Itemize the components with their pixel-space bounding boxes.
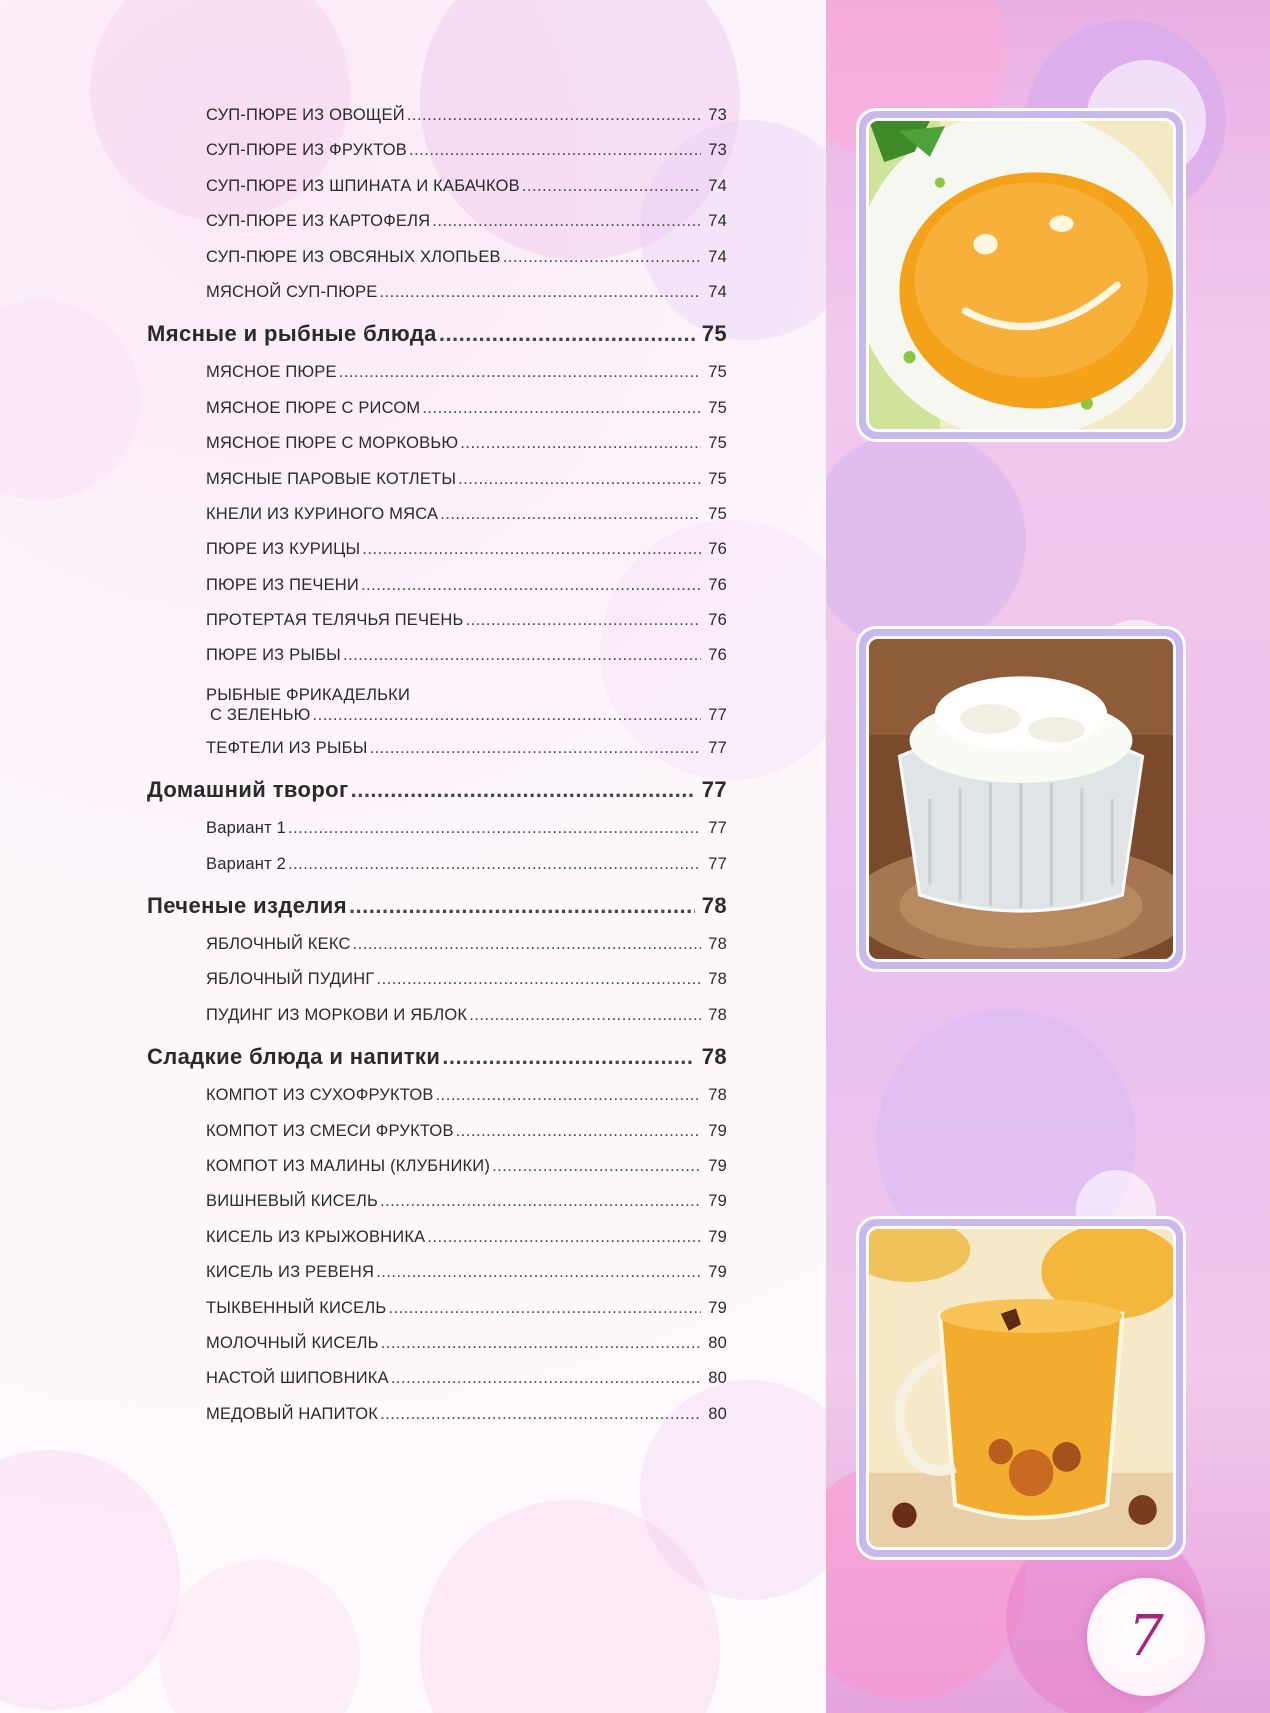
toc-entry	[147, 204, 727, 239]
toc-page-number: 79	[708, 1192, 727, 1211]
toc-entry-title: МЕДОВЫЙ НАПИТОК	[206, 1404, 379, 1423]
toc-page-number: 75	[708, 434, 727, 453]
toc-entry	[147, 532, 727, 567]
toc-page-number: 78	[708, 1086, 727, 1105]
dot-leader	[460, 426, 701, 461]
tea-cup-photo	[866, 1226, 1176, 1550]
toc-page-number: 74	[708, 247, 727, 266]
dot-leader	[407, 98, 701, 133]
toc-page-number: 76	[708, 611, 727, 630]
toc-entry-title: КИСЕЛЬ ИЗ КРЫЖОВНИКА	[206, 1227, 426, 1246]
dot-leader	[432, 204, 701, 239]
toc-entry-title: СУП-ПЮРЕ ИЗ КАРТОФЕЛЯ	[206, 212, 431, 231]
toc-entry-title: ЯБЛОЧНЫЙ ПУДИНГ	[206, 970, 375, 989]
pumpkin-soup-photo	[866, 118, 1176, 432]
dot-leader	[376, 1255, 701, 1290]
toc-page-number: 79	[708, 1263, 727, 1282]
toc-entry-title: СУП-ПЮРЕ ИЗ ОВОЩЕЙ	[206, 106, 405, 124]
page-number: 7	[1128, 1604, 1164, 1669]
toc-entry	[147, 962, 727, 997]
toc-page-number: 78	[701, 893, 727, 919]
toc-page-number: 73	[708, 106, 727, 124]
toc-page-number: 78	[701, 1044, 727, 1070]
toc-entry	[147, 731, 727, 766]
toc-page-number: 80	[708, 1369, 727, 1388]
dot-leader	[380, 1184, 701, 1219]
toc-entry	[147, 355, 727, 390]
toc-page-number: 76	[708, 575, 727, 594]
toc-section-heading	[147, 769, 727, 811]
toc-entry-title: СУП-ПЮРЕ ИЗ ОВСЯНЫХ ХЛОПЬЕВ	[206, 247, 501, 266]
toc-page-number: 77	[708, 819, 727, 838]
toc-entry-title: ВИШНЕВЫЙ КИСЕЛЬ	[206, 1192, 379, 1211]
toc-entry-title: НАСТОЙ ШИПОВНИКА	[206, 1369, 389, 1388]
toc-entry	[147, 1149, 727, 1184]
toc-entry-title: Вариант 1	[206, 819, 286, 838]
dot-leader	[353, 927, 701, 962]
toc-entry-title: С ЗЕЛЕНЬЮ	[210, 705, 311, 724]
toc-entry	[147, 638, 727, 673]
toc-page-number: 80	[708, 1333, 727, 1352]
toc-entry-title: Сладкие блюда и напитки	[147, 1044, 441, 1070]
toc-entry	[147, 847, 727, 882]
toc-entry-title: КОМПОТ ИЗ СУХОФРУКТОВ	[206, 1086, 434, 1105]
toc-entry-title: Вариант 2	[206, 854, 286, 873]
toc-entry	[147, 998, 727, 1033]
dot-leader	[503, 240, 701, 275]
toc-entry	[147, 497, 727, 532]
toc-section-heading	[147, 1036, 727, 1078]
dot-leader	[361, 568, 701, 603]
toc-entry	[147, 603, 727, 638]
toc-entry-title: Мясные и рыбные блюда	[147, 321, 437, 347]
toc-entry	[147, 275, 727, 310]
toc-entry-title: МЯСНЫЕ ПАРОВЫЕ КОТЛЕТЫ	[206, 469, 457, 488]
toc-entry-title: КОМПОТ ИЗ МАЛИНЫ (КЛУБНИКИ)	[206, 1156, 491, 1175]
toc-entry	[147, 133, 727, 168]
toc-entry	[147, 1361, 727, 1396]
toc-entry-title: ПЮРЕ ИЗ РЫБЫ	[206, 646, 341, 665]
toc-page-number: 77	[701, 777, 727, 803]
cottage-cheese-photo	[866, 636, 1176, 962]
toc-entry-title: СУП-ПЮРЕ ИЗ ФРУКТОВ	[206, 141, 407, 160]
toc-entry-title: КИСЕЛЬ ИЗ РЕВЕНЯ	[206, 1263, 375, 1282]
dot-leader	[469, 998, 701, 1033]
toc-entry-title: МЯСНОЙ СУП-ПЮРЕ	[206, 282, 378, 301]
toc-entry-title: ПРОТЕРТАЯ ТЕЛЯЧЬЯ ПЕЧЕНЬ	[206, 611, 464, 630]
toc-page-number: 77	[708, 854, 727, 873]
toc-page-number: 76	[708, 540, 727, 559]
toc-entry	[147, 674, 727, 731]
dot-leader	[370, 731, 701, 766]
toc-page-number: 75	[708, 398, 727, 417]
dot-leader	[377, 962, 702, 997]
dot-leader	[351, 769, 695, 811]
toc-entry-title: ЯБЛОЧНЫЙ КЕКС	[206, 935, 351, 954]
dot-leader	[349, 885, 695, 927]
toc-entry	[147, 426, 727, 461]
toc-entry-title: Печеные изделия	[147, 893, 347, 919]
toc-page-number: 78	[708, 935, 727, 954]
toc-page-number: 79	[708, 1121, 727, 1140]
toc-entry	[147, 391, 727, 426]
toc-entry	[147, 568, 727, 603]
photo-frame-cottage-cheese	[856, 626, 1186, 972]
toc-entry	[147, 462, 727, 497]
toc-entry-title: КОМПОТ ИЗ СМЕСИ ФРУКТОВ	[206, 1121, 454, 1140]
dot-leader	[380, 1397, 701, 1432]
photo-frame-tea	[856, 1216, 1186, 1560]
dot-leader	[313, 705, 701, 725]
dot-leader	[522, 169, 701, 204]
table-of-contents	[147, 98, 727, 1432]
dot-leader	[343, 638, 701, 673]
toc-entry	[147, 1114, 727, 1149]
toc-page-number: 79	[708, 1298, 727, 1317]
dot-leader	[442, 1036, 695, 1078]
toc-page-number: 78	[708, 970, 727, 989]
toc-entry-title: СУП-ПЮРЕ ИЗ ШПИНАТА И КАБАЧКОВ	[206, 176, 520, 195]
dot-leader	[380, 275, 701, 310]
toc-page-number: 80	[708, 1404, 727, 1423]
dot-leader	[466, 603, 701, 638]
dot-leader	[427, 1220, 701, 1255]
toc-entry	[147, 1078, 727, 1113]
toc-entry	[147, 1255, 727, 1290]
toc-entry	[147, 98, 727, 133]
toc-entry-title: МОЛОЧНЫЙ КИСЕЛЬ	[206, 1333, 379, 1352]
toc-page-number: 78	[708, 1005, 727, 1024]
dot-leader	[439, 313, 695, 355]
toc-entry-title: МЯСНОЕ ПЮРЕ С РИСОМ	[206, 398, 421, 417]
toc-entry-title: КНЕЛИ ИЗ КУРИНОГО МЯСА	[206, 504, 439, 523]
dot-leader	[391, 1361, 701, 1396]
toc-entry-title: МЯСНОЕ ПЮРЕ	[206, 363, 337, 382]
dot-leader	[362, 532, 701, 567]
dot-leader	[456, 1114, 701, 1149]
toc-page-number: 76	[708, 646, 727, 665]
toc-page-number: 74	[708, 212, 727, 231]
toc-page-number: 79	[708, 1156, 727, 1175]
toc-page-number: 74	[708, 282, 727, 301]
dot-leader	[440, 497, 701, 532]
toc-page-number: 75	[708, 469, 727, 488]
dot-leader	[381, 1326, 701, 1361]
dot-leader	[436, 1078, 701, 1113]
toc-section-heading	[147, 313, 727, 355]
toc-entry	[147, 169, 727, 204]
toc-entry-title: ПЮРЕ ИЗ ПЕЧЕНИ	[206, 575, 359, 594]
toc-entry	[147, 240, 727, 275]
toc-entry	[147, 811, 727, 846]
dot-leader	[388, 1291, 701, 1326]
dot-leader	[422, 391, 701, 426]
toc-page-number: 75	[708, 363, 727, 382]
toc-entry	[147, 927, 727, 962]
toc-page-number: 75	[708, 504, 727, 523]
toc-page-number: 77	[708, 738, 727, 757]
toc-page-number: 74	[708, 176, 727, 195]
photo-frame-soup	[856, 108, 1186, 442]
toc-entry-title: ТЫКВЕННЫЙ КИСЕЛЬ	[206, 1298, 387, 1317]
toc-entry	[147, 1220, 727, 1255]
toc-entry-title: ТЕФТЕЛИ ИЗ РЫБЫ	[206, 738, 368, 757]
dot-leader	[492, 1149, 701, 1184]
toc-entry	[147, 1291, 727, 1326]
toc-page-number: 73	[708, 141, 727, 160]
toc-page-number: 75	[701, 321, 727, 347]
toc-entry-title: Домашний творог	[147, 777, 349, 803]
toc-entry-title: ПЮРЕ ИЗ КУРИЦЫ	[206, 540, 361, 559]
toc-entry-title: МЯСНОЕ ПЮРЕ С МОРКОВЬЮ	[206, 434, 459, 453]
dot-leader	[458, 462, 701, 497]
toc-page-number: 77	[708, 705, 727, 724]
toc-entry-title-line1: РЫБНЫЕ ФРИКАДЕЛЬКИ	[206, 685, 411, 704]
page-number-badge	[1087, 1578, 1205, 1696]
dot-leader	[288, 811, 701, 846]
dot-leader	[288, 847, 701, 882]
toc-entry-title: ПУДИНГ ИЗ МОРКОВИ И ЯБЛОК	[206, 1005, 468, 1024]
toc-page-number: 79	[708, 1227, 727, 1246]
toc-entry	[147, 1397, 727, 1432]
dot-leader	[409, 133, 701, 168]
toc-entry	[147, 1184, 727, 1219]
dot-leader	[339, 355, 701, 390]
toc-section-heading	[147, 885, 727, 927]
toc-entry	[147, 1326, 727, 1361]
